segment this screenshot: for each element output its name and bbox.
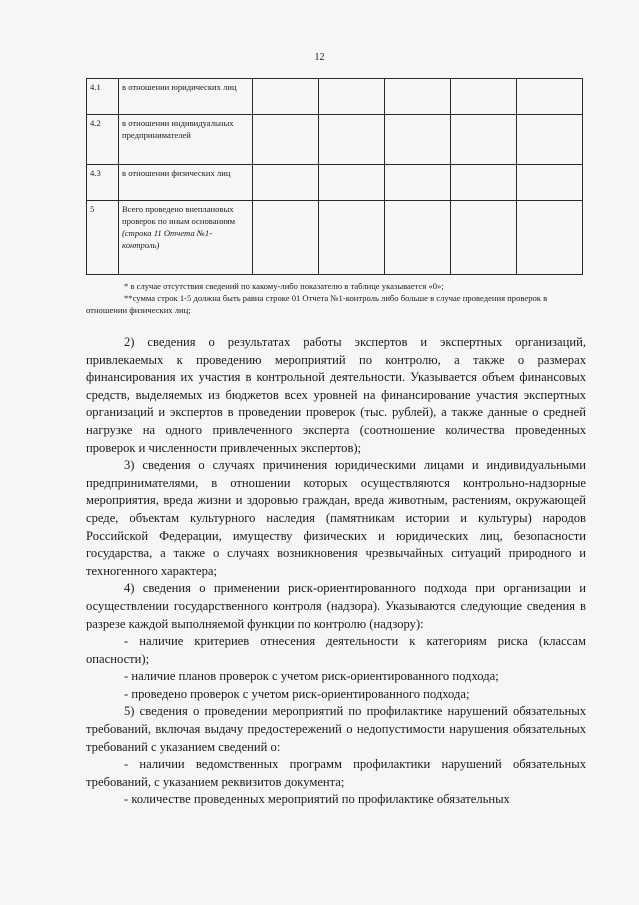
paragraph: 5) сведения о проведении мероприятий по профилактике нарушений обязательных требований, включая выдачу предостережений о недопустимости нарушения обязательных требований с указанием сведений о: (86, 704, 586, 754)
table-cell (451, 165, 517, 201)
table-cell (319, 165, 385, 201)
table-row (87, 115, 583, 165)
table-cell (385, 201, 451, 275)
row-label: в отношении индивидуальных предпринимателей (119, 115, 253, 165)
footnotes (86, 280, 586, 316)
table-cell (517, 201, 583, 275)
paragraph: - количестве проведенных мероприятий по профилактике обязательных (124, 792, 510, 807)
page-number: 12 (314, 52, 325, 63)
table-cell (319, 201, 385, 275)
row-label (119, 201, 253, 275)
table-row (87, 201, 583, 275)
paragraph: 4) сведения о применении риск-ориентированного подхода при организации и осуществлении государственного контроля (надзора). Указываются следующие сведения в разрезе каждой выполняемой функции по контролю (надзору): (86, 581, 586, 631)
row-number: 5 (87, 201, 119, 275)
table-cell (319, 79, 385, 115)
row-number: 4.2 (87, 115, 119, 165)
row-label: в отношении юридических лиц (119, 79, 253, 115)
table-cell (451, 79, 517, 115)
row-number: 4.3 (87, 165, 119, 201)
table-cell (385, 115, 451, 165)
table-cell (517, 165, 583, 201)
body-text (86, 334, 586, 809)
row-label-text: Всего проведено внеплановых проверок по иным основаниям (122, 204, 236, 226)
table-cell (253, 115, 319, 165)
table-cell (253, 79, 319, 115)
row-number: 4.1 (87, 79, 119, 115)
footnote-2: **сумма строк 1-5 должна быть равна строке 01 Отчета №1-контроль либо больше в случае проведения проверок в отношении физических лиц; (86, 293, 548, 315)
table-cell (517, 79, 583, 115)
paragraph: 2) сведения о результатах работы экспертов и экспертных организаций, привлекаемых к проведению мероприятий по контролю, а также о размерах финансирования их участия в контрольной деятельности. Указывается объем финансовых средств, выделяемых из бюджетов всех уровней на финансирование участия экспертных организаций и экспертов в проведении проверок (тыс. рублей), а также данные о средней нагрузке на одного привлеченного эксперта (соотношение количества проведенных проверок и численности привлеченных экспертов); (86, 335, 586, 455)
table-cell (451, 115, 517, 165)
row-label: в отношении физических лиц (119, 165, 253, 201)
paragraph: - наличие критериев отнесения деятельности к категориям риска (классам опасности); (86, 634, 586, 666)
paragraph: - наличие планов проверок с учетом риск-ориентированного подхода; (124, 669, 499, 684)
paragraph: 3) сведения о случаях причинения юридическими лицами и индивидуальными предпринимателями, в отношении которых осуществляются контрольно-надзорные мероприятия, вреда жизни и здоровью граждан, вреда животным, растениям, окружающей среде, объектам культурного наследия (памятникам истории и культуры) народов Российской Федерации, имуществу физических и юридических лиц, безопасности государства, а также о случаях возникновения чрезвычайных ситуаций природного и техногенного характера; (86, 458, 586, 578)
table-row (87, 165, 583, 201)
table-cell (385, 165, 451, 201)
table-cell (319, 115, 385, 165)
table-row (87, 79, 583, 115)
table-cell (451, 201, 517, 275)
table-cell (385, 79, 451, 115)
footnote-1: * в случае отсутствия сведений по какому-либо показателю в таблице указывается «0»; (124, 281, 444, 291)
row-note: (строка 11 Отчета №1-контроль) (122, 228, 213, 250)
table-cell (517, 115, 583, 165)
table-cell (253, 201, 319, 275)
table-cell (253, 165, 319, 201)
data-table (86, 78, 583, 275)
paragraph: - проведено проверок с учетом риск-ориентированного подхода; (124, 686, 470, 701)
paragraph: - наличии ведомственных программ профилактики нарушений обязательных требований, с указанием реквизитов документа; (86, 757, 586, 789)
